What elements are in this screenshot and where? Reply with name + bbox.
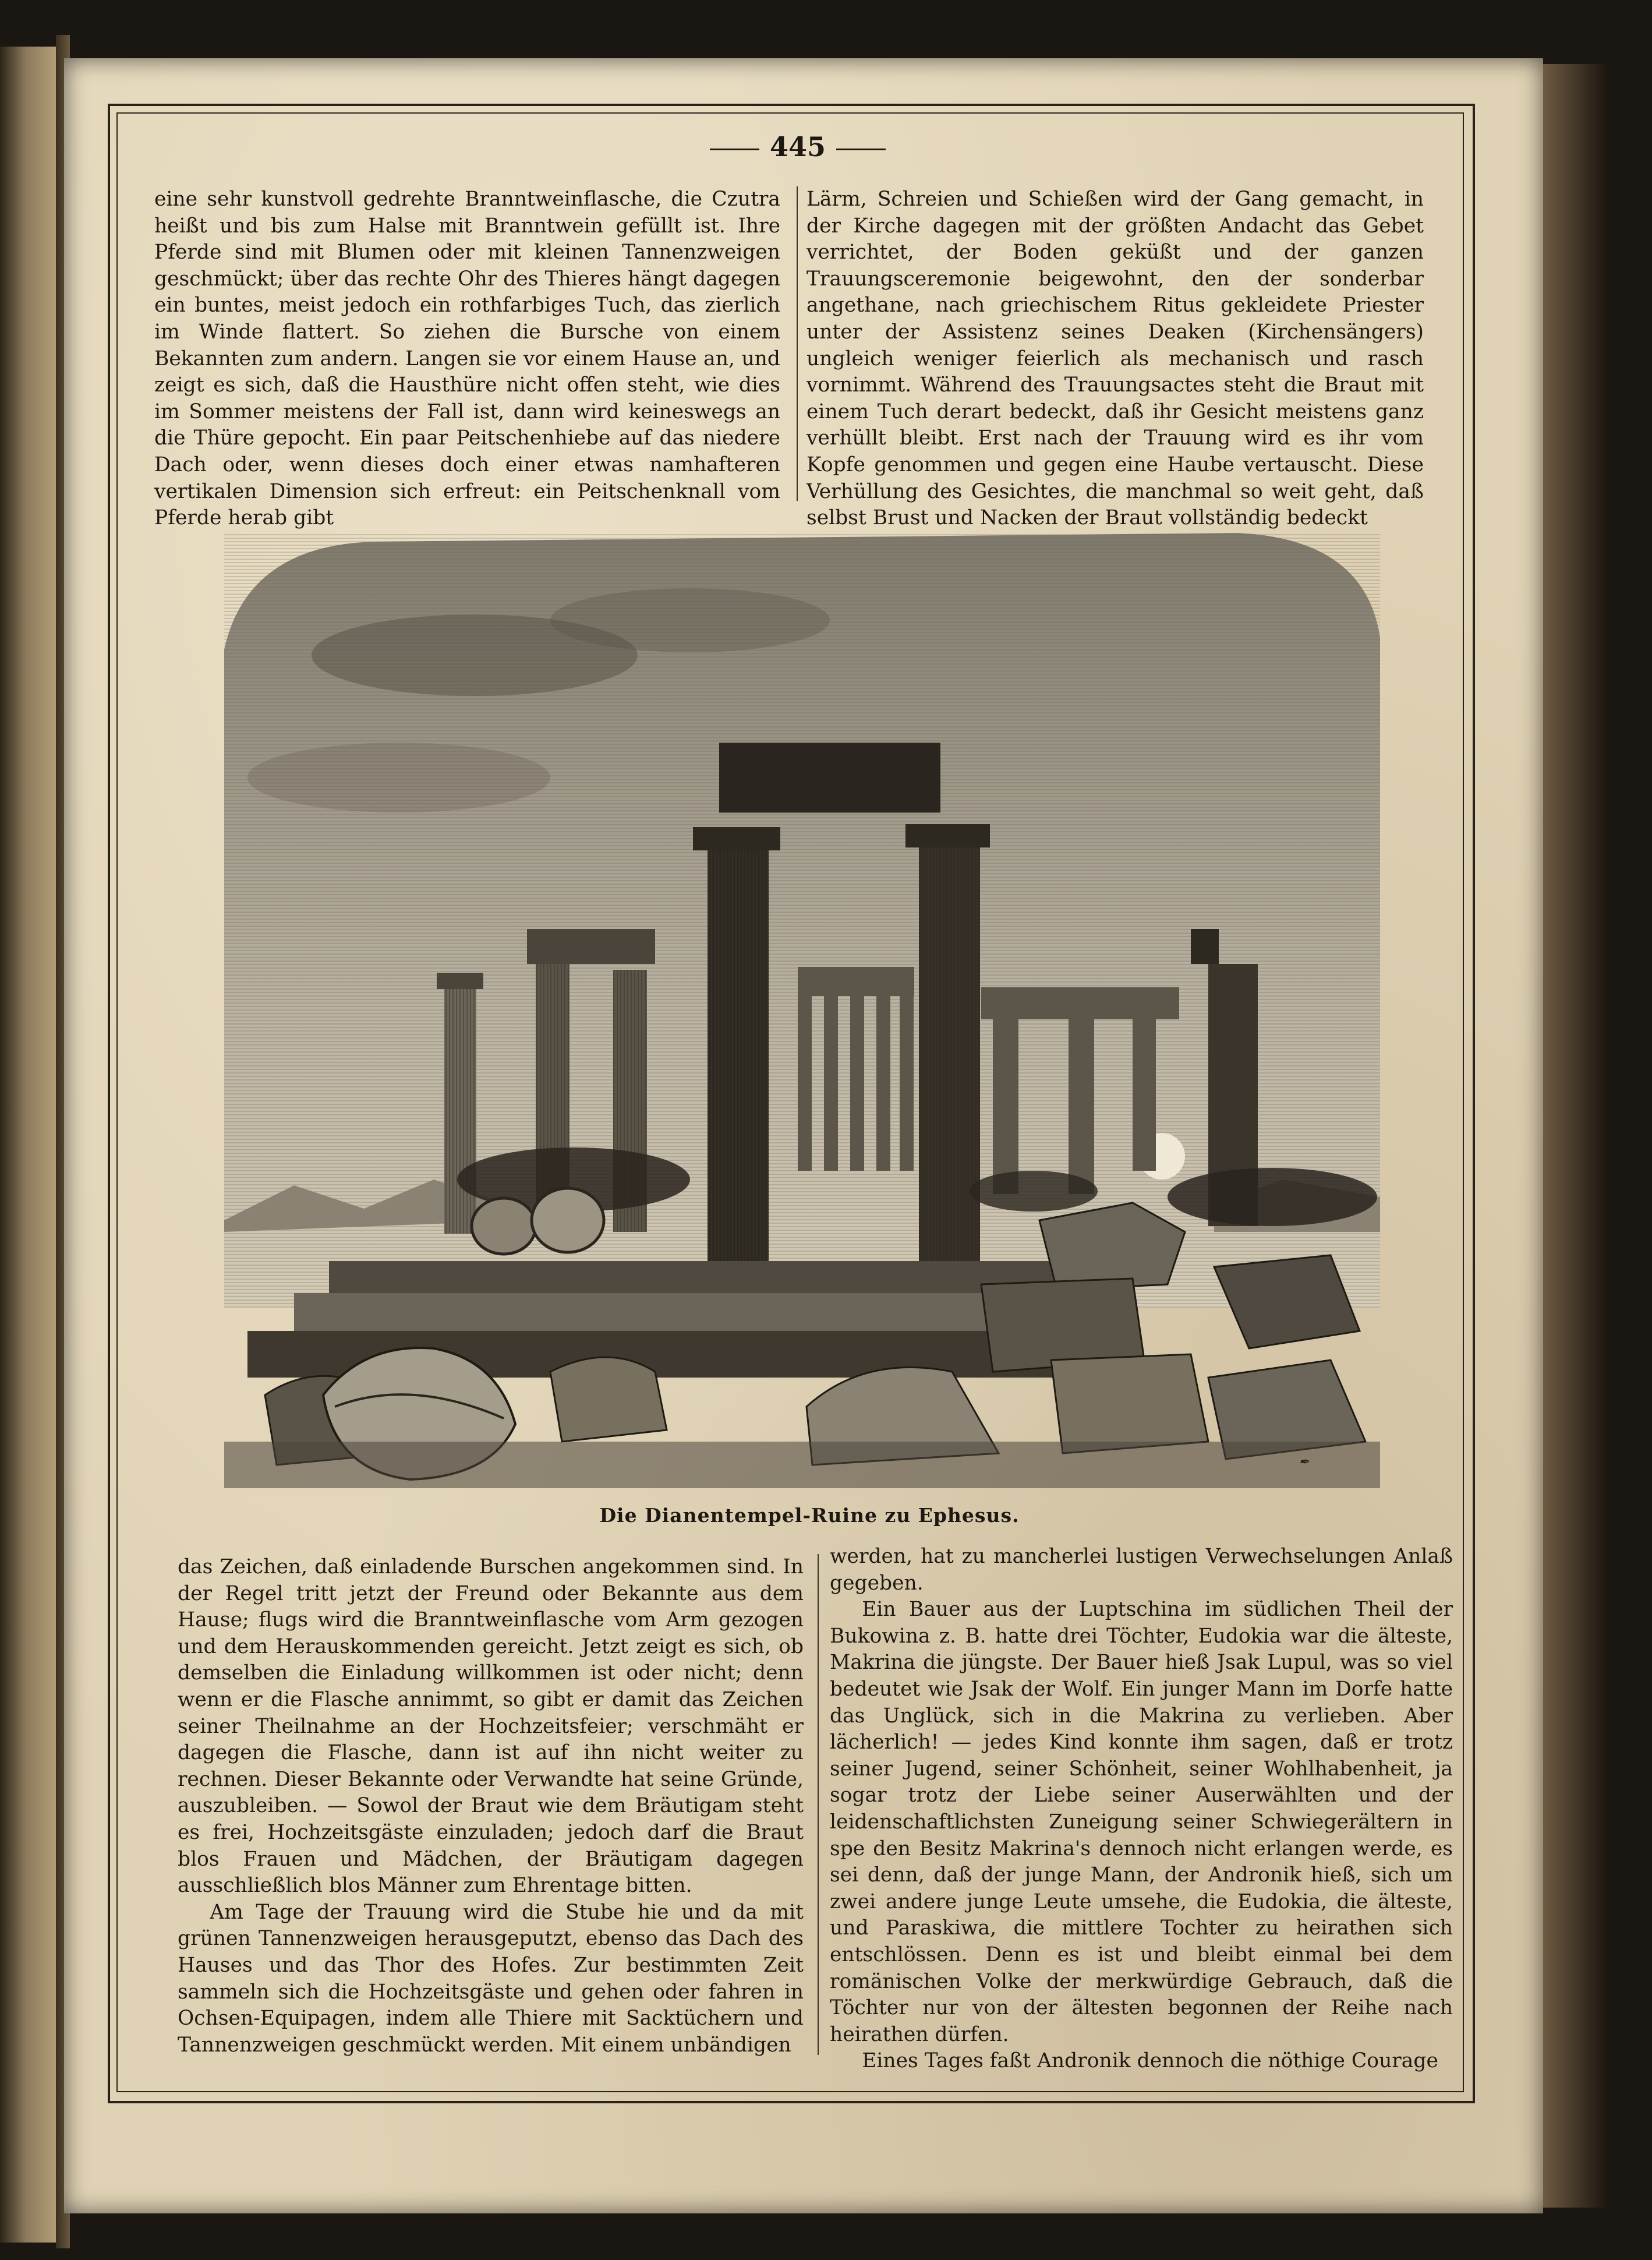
paragraph: Am Tage der Trauung wird die Stube hie und da mit grünen Tannenzweigen herausgeputzt, ebenso das Dach des Hauses und das Thor des Hofes. Zur bestimmten Zeit sammeln sich die Hochzeitsgäste und gehen oder fahren in Ochsen-Equipagen, indem alle Thiere mit Sacktüchern und Tannenzweigen geschmückt werden. Mit einem unbändigen	[178, 1900, 804, 2057]
paragraph: Ein Bauer aus der Luptschina im südlichen Theil der Bukowina z. B. hatte drei Töchter, Eudokia war die älteste, Makrina die jüngste. Der Bauer hieß Jsak Lupul, was so viel bedeutet wie Jsak der Wolf. Ein junger Mann im Dorfe hatte das Unglück, sich in die Makrina zu verlieben. Aber lächerlich! — jedes Kind konnte ihm sagen, daß er trotz seiner Jugend, seiner Schönheit, seiner Wohlhabenheit, ja sogar trotz der Liebe seiner Auserwählten und der leidenschaftlichsten Zuneigung seiner Schwiegerältern in spe den Besitz Makrina's dennoch nicht erlangen werde, es sei denn, daß der junge Mann, der Andronik hieß, sich um zwei andere junge Leute umsehe, die Eudokia, die älteste, und Paraskiwa, die mittlere Tochter zu heirathen sich entschlössen. Denn es ist und bleibt einmal bei dem romänischen Volke der merkwürdige Gebrauch, daß die Töchter nur von der ältesten begonnen der Reihe nach heirathen dürfen.	[830, 1598, 1453, 2046]
column-top-left	[154, 186, 780, 530]
column-top-right	[806, 186, 1424, 530]
column-divider-top	[797, 186, 798, 501]
previous-page-edge	[0, 47, 58, 2243]
page-number	[693, 131, 903, 172]
engraving-cloud	[550, 588, 830, 652]
book-cover-edge	[1543, 64, 1607, 2208]
illustration-caption: Die Dianentempel-Ruine zu Ephesus.	[599, 1504, 1020, 1527]
paragraph: Lärm, Schreien und Schießen wird der Gang gemacht, in der Kirche dagegen mit der größten Andacht das Gebet verrichtet, der Boden geküßt und der ganzen Trauungsceremonie beigewohnt, den der sonderbar angethane, nach griechischem Ritus gekleidete Priester unter der Assistenz seines Deaken (Kirchensängers) ungleich weniger feierlich als mechanisch und rasch vornimmt. Während des Trauungsactes steht die Braut mit einem Tuch derart bedeckt, daß ihr Gesicht meistens ganz verhüllt bleibt. Erst nach der Trauung wird es ihr vom Kopfe genommen und gegen eine Haube vertauscht. Diese Verhüllung des Gesichtes, die manchmal so weit geht, daß selbst Brust und Nacken der Braut vollständig bedeckt	[806, 188, 1424, 530]
column-bottom-right	[830, 1544, 1453, 2073]
engraver-signature: ✒	[1299, 1455, 1310, 1470]
paragraph: das Zeichen, daß einladende Burschen angekommen sind. In der Regel tritt jetzt der Freund oder Bekannte aus dem Hause; flugs wird die Branntweinflasche vom Arm gezogen und dem Herauskommenden gereicht. Jetzt zeigt es sich, ob demselben die Einladung willkommen ist oder nicht; denn wenn er die Flasche annimmt, so gibt er damit das Zeichen seiner Theilnahme an der Hochzeitsfeier; verschmäht er dagegen die Flasche, dann ist auf ihn nicht weiter zu rechnen. Dieser Bekannte oder Verwandte hat seine Gründe, auszubleiben. — Sowol der Braut wie dem Bräutigam steht es frei, Hochzeitsgäste einzuladen; jedoch darf die Braut blos Frauen und Mädchen, der Bräutigam dagegen ausschließlich blos Männer zum Ehrentage bitten.	[178, 1555, 804, 1898]
column-bottom-left	[178, 1554, 804, 2061]
paragraph: Eines Tages faßt Andronik dennoch die nöthige Courage	[862, 2049, 1438, 2073]
engraving-cloud	[247, 743, 550, 813]
engraving-temple-ruin	[224, 533, 1380, 1488]
column-divider-bottom	[818, 1554, 819, 2055]
paragraph: werden, hat zu mancherlei lustigen Verwechselungen Anlaß gegeben.	[830, 1545, 1453, 1595]
folio-rule-left	[710, 149, 759, 150]
folio-rule-right	[836, 149, 886, 150]
page-number-text: 445	[769, 131, 826, 163]
paragraph: eine sehr kunstvoll gedrehte Branntweinflasche, die Czutra heißt und bis zum Halse mit Branntwein gefüllt ist. Ihre Pferde sind mit Blumen oder mit kleinen Tannenzweigen geschmückt; über das rechte Ohr des Thieres hängt dagegen ein buntes, meist jedoch ein rothfarbiges Tuch, das zierlich im Winde flattert. So ziehen die Bursche von einem Bekannten zum andern. Langen sie vor einem Hause an, und zeigt es sich, daß die Hausthüre nicht offen steht, wie dies im Sommer meistens der Fall ist, dann wird keineswegs an die Thüre gepocht. Ein paar Peitschenhiebe auf das niedere Dach oder, wenn dieses doch einer etwas namhafteren vertikalen Dimension sich erfreut: ein Peitschenknall vom Pferde herab gibt	[154, 188, 780, 530]
engraving-column-drum	[472, 1198, 536, 1254]
